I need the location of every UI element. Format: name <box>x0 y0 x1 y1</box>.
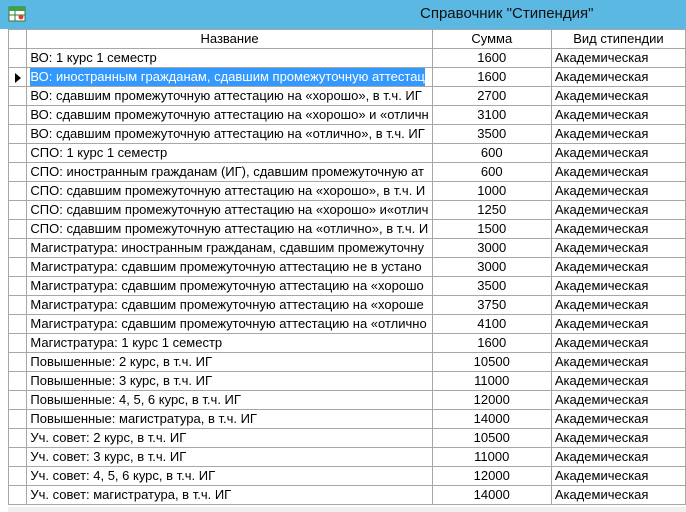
cell-name[interactable]: Магистратура: сдавшим промежуточную аттестацию на «отлично <box>27 315 432 334</box>
row-indicator[interactable] <box>9 106 27 125</box>
column-header-sum[interactable]: Сумма <box>432 30 551 49</box>
cell-kind[interactable]: Академическая <box>551 163 685 182</box>
cell-sum[interactable]: 1000 <box>432 182 551 201</box>
table-row[interactable] <box>9 201 686 220</box>
cell-kind[interactable]: Академическая <box>551 410 685 429</box>
cell-kind[interactable]: Академическая <box>551 429 685 448</box>
row-indicator[interactable] <box>9 353 27 372</box>
table-row[interactable] <box>9 182 686 201</box>
cell-name[interactable]: Магистратура: сдавшим промежуточную аттестацию на «хорошо <box>27 277 432 296</box>
cell-sum[interactable]: 12000 <box>432 391 551 410</box>
row-indicator[interactable] <box>9 315 27 334</box>
cell-sum[interactable]: 4100 <box>432 315 551 334</box>
table-row[interactable] <box>9 49 686 68</box>
cell-sum[interactable]: 11000 <box>432 448 551 467</box>
cell-kind[interactable]: Академическая <box>551 49 685 68</box>
cell-kind[interactable]: Академическая <box>551 68 685 87</box>
cell-name[interactable]: ВО: сдавшим промежуточную аттестацию на «хорошо» и «отличн <box>27 106 432 125</box>
table-row[interactable] <box>9 258 686 277</box>
cell-name[interactable]: Уч. совет: 2 курс, в т.ч. ИГ <box>27 429 432 448</box>
row-indicator[interactable] <box>9 467 27 486</box>
cell-sum[interactable]: 600 <box>432 163 551 182</box>
cell-sum[interactable]: 11000 <box>432 372 551 391</box>
table-row[interactable] <box>9 68 686 87</box>
title-bar <box>0 0 686 29</box>
cell-name[interactable]: Повышенные: 4, 5, 6 курс, в т.ч. ИГ <box>27 391 432 410</box>
row-indicator[interactable] <box>9 372 27 391</box>
row-indicator[interactable] <box>9 68 27 87</box>
cell-name[interactable]: Уч. совет: 4, 5, 6 курс, в т.ч. ИГ <box>27 467 432 486</box>
row-indicator[interactable] <box>9 182 27 201</box>
cell-sum[interactable]: 1600 <box>432 49 551 68</box>
cell-kind[interactable]: Академическая <box>551 277 685 296</box>
cell-kind[interactable]: Академическая <box>551 334 685 353</box>
table-row[interactable] <box>9 429 686 448</box>
cell-kind[interactable]: Академическая <box>551 182 685 201</box>
cell-sum[interactable]: 3000 <box>432 258 551 277</box>
cell-kind[interactable]: Академическая <box>551 201 685 220</box>
row-indicator[interactable] <box>9 125 27 144</box>
row-indicator[interactable] <box>9 144 27 163</box>
table-row[interactable] <box>9 467 686 486</box>
row-indicator[interactable] <box>9 239 27 258</box>
table-row[interactable] <box>9 391 686 410</box>
table-row[interactable] <box>9 220 686 239</box>
cell-kind[interactable]: Академическая <box>551 391 685 410</box>
row-indicator[interactable] <box>9 410 27 429</box>
grid-bottom-edge <box>8 507 686 512</box>
window-title: Справочник "Стипендия" <box>420 5 594 22</box>
cell-name[interactable]: Магистратура: 1 курс 1 семестр <box>27 334 432 353</box>
cell-sum[interactable]: 3000 <box>432 239 551 258</box>
table-row[interactable] <box>9 315 686 334</box>
cell-name[interactable]: СПО: сдавшим промежуточную аттестацию на «хорошо», в т.ч. И <box>27 182 432 201</box>
table-row[interactable] <box>9 163 686 182</box>
cell-kind[interactable]: Академическая <box>551 220 685 239</box>
cell-name[interactable]: Магистратура: иностранным гражданам, сдавшим промежуточну <box>27 239 432 258</box>
row-indicator[interactable] <box>9 486 27 505</box>
cell-kind[interactable]: Академическая <box>551 486 685 505</box>
table-row[interactable] <box>9 106 686 125</box>
column-header-kind[interactable]: Вид стипендии <box>551 30 685 49</box>
cell-sum[interactable]: 10500 <box>432 429 551 448</box>
cell-sum[interactable]: 600 <box>432 144 551 163</box>
cell-name[interactable]: СПО: иностранным гражданам (ИГ), сдавшим промежуточную ат <box>27 163 432 182</box>
cell-sum[interactable]: 14000 <box>432 410 551 429</box>
row-indicator-header[interactable] <box>9 30 27 49</box>
cell-sum[interactable]: 10500 <box>432 353 551 372</box>
cell-sum[interactable]: 1600 <box>432 68 551 87</box>
row-indicator[interactable] <box>9 87 27 106</box>
cell-kind[interactable]: Академическая <box>551 239 685 258</box>
cell-name[interactable]: Повышенные: 3 курс, в т.ч. ИГ <box>27 372 432 391</box>
row-indicator[interactable] <box>9 296 27 315</box>
row-indicator[interactable] <box>9 220 27 239</box>
grid-header-row <box>9 30 686 49</box>
row-indicator[interactable] <box>9 258 27 277</box>
cell-kind[interactable]: Академическая <box>551 448 685 467</box>
cell-sum[interactable]: 2700 <box>432 87 551 106</box>
cell-kind[interactable]: Академическая <box>551 258 685 277</box>
cell-name[interactable]: ВО: 1 курс 1 семестр <box>27 49 432 68</box>
table-row[interactable] <box>9 125 686 144</box>
cell-name[interactable]: СПО: 1 курс 1 семестр <box>27 144 432 163</box>
cell-kind[interactable]: Академическая <box>551 87 685 106</box>
cell-name[interactable]: СПО: сдавшим промежуточную аттестацию на «отлично», в т.ч. И <box>27 220 432 239</box>
cell-sum[interactable]: 14000 <box>432 486 551 505</box>
cell-sum[interactable]: 1250 <box>432 201 551 220</box>
row-indicator[interactable] <box>9 334 27 353</box>
cell-sum[interactable]: 3500 <box>432 277 551 296</box>
table-row[interactable] <box>9 87 686 106</box>
cell-kind[interactable]: Академическая <box>551 106 685 125</box>
table-row[interactable] <box>9 486 686 505</box>
column-header-name[interactable]: Название <box>27 30 432 49</box>
table-row[interactable] <box>9 296 686 315</box>
cell-kind[interactable]: Академическая <box>551 467 685 486</box>
cell-sum[interactable]: 3500 <box>432 125 551 144</box>
table-row[interactable] <box>9 372 686 391</box>
current-row-arrow-icon <box>15 73 21 83</box>
table-row[interactable] <box>9 334 686 353</box>
table-row[interactable] <box>9 448 686 467</box>
row-indicator[interactable] <box>9 163 27 182</box>
stipend-grid[interactable] <box>8 29 686 505</box>
cell-sum[interactable]: 1600 <box>432 334 551 353</box>
cell-name[interactable]: Магистратура: сдавшим промежуточную аттестацию не в устано <box>27 258 432 277</box>
cell-kind[interactable]: Академическая <box>551 372 685 391</box>
cell-sum[interactable]: 1500 <box>432 220 551 239</box>
cell-kind[interactable]: Академическая <box>551 315 685 334</box>
cell-name[interactable]: ВО: сдавшим промежуточную аттестацию на «хорошо», в т.ч. ИГ <box>27 87 432 106</box>
cell-name[interactable]: СПО: сдавшим промежуточную аттестацию на «хорошо» и«отлич <box>27 201 432 220</box>
table-row[interactable] <box>9 277 686 296</box>
row-indicator[interactable] <box>9 201 27 220</box>
cell-name[interactable]: Повышенные: 2 курс, в т.ч. ИГ <box>27 353 432 372</box>
table-row[interactable] <box>9 353 686 372</box>
cell-name[interactable]: Уч. совет: магистратура, в т.ч. ИГ <box>27 486 432 505</box>
cell-kind[interactable]: Академическая <box>551 353 685 372</box>
cell-sum[interactable]: 3750 <box>432 296 551 315</box>
cell-kind[interactable]: Академическая <box>551 144 685 163</box>
database-table-icon[interactable] <box>8 6 26 22</box>
row-indicator[interactable] <box>9 277 27 296</box>
cell-name[interactable] <box>27 68 432 87</box>
cell-kind[interactable]: Академическая <box>551 296 685 315</box>
cell-name[interactable]: Уч. совет: 3 курс, в т.ч. ИГ <box>27 448 432 467</box>
table-row[interactable] <box>9 410 686 429</box>
row-indicator[interactable] <box>9 429 27 448</box>
cell-name-selected-text[interactable]: ВО: иностранным гражданам, сдавшим промежуточную аттестац <box>30 69 425 84</box>
row-indicator[interactable] <box>9 49 27 68</box>
cell-sum[interactable]: 12000 <box>432 467 551 486</box>
row-indicator[interactable] <box>9 448 27 467</box>
cell-sum[interactable]: 3100 <box>432 106 551 125</box>
table-row[interactable] <box>9 144 686 163</box>
table-row[interactable] <box>9 239 686 258</box>
cell-name[interactable]: Магистратура: сдавшим промежуточную аттестацию на «хороше <box>27 296 432 315</box>
cell-name[interactable]: ВО: сдавшим промежуточную аттестацию на «отлично», в т.ч. ИГ <box>27 125 432 144</box>
row-indicator[interactable] <box>9 391 27 410</box>
cell-name[interactable]: Повышенные: магистратура, в т.ч. ИГ <box>27 410 432 429</box>
cell-kind[interactable]: Академическая <box>551 125 685 144</box>
